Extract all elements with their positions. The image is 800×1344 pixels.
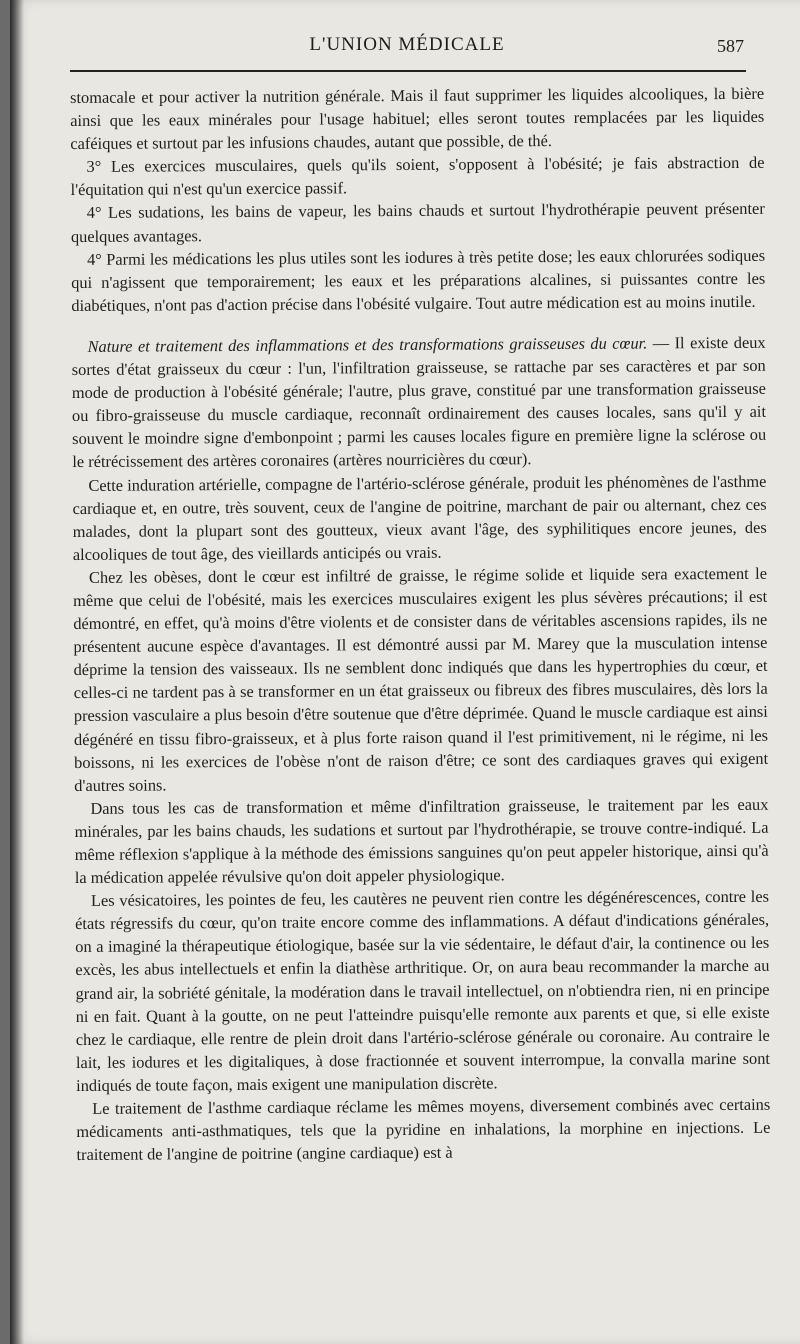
body-text xyxy=(70,82,771,1167)
paragraph: Le traitement de l'asthme cardiaque réclame les mêmes moyens, diversement combinés avec certains médicaments anti-asthmatiques, tels que la pyridine en inhalations, la morphine en injections. Le traitement de l'angine de poitrine (angine cardiaque) est à xyxy=(76,1094,771,1165)
paragraph: 4° Les sudations, les bains de vapeur, les bains chauds et surtout l'hydrothérapie peuvent présenter quelques avantages. xyxy=(70,199,765,246)
page-edge-shadow xyxy=(10,0,24,1344)
section-text: — Il existe deux sortes d'état graisseux du cœur : l'un, l'infiltration graisseuse, se rattache par ses caractères et par son mode de production à l'obésité générale; l'autre, plus grave, constitué par une transformation graisseuse ou fibro-graisseuse du muscle cardiaque, reconnaît ordinairement des causes locales, sans qu'il y ait souvent le moindre signe d'embonpoint ; parmi les causes locales figure en première ligne la sclérose ou le rétrécissement des artères coronaires (artères nourricières du cœur). xyxy=(71,332,767,472)
paragraph: Cette induration artérielle, compagne de l'artério-sclérose générale, produit les phénomènes de l'asthme cardiaque et, en outre, très souvent, ceux de l'angine de poitrine, marchant de pair ou alternant, chez ces malades, dont la plupart sont des goutteux, vieux avant l'âge, des syphilitiques encore jeunes, des alcooliques de tout âge, des vieillards anticipés ou vrais. xyxy=(72,471,767,564)
section-title: Nature et traitement des inflammations et des transformations graisseuses du cœur. xyxy=(87,333,648,356)
paragraph: stomacale et pour activer la nutrition générale. Mais il faut supprimer les liquides alcooliques, la bière ainsi que les eaux minérales pour l'usage habituel; elles seront toutes remplacées par les liquides caféiques et surtout par les infusions chaudes, autant que possible, de thé. xyxy=(70,83,765,154)
paragraph: 3° Les exercices musculaires, quels qu'ils soient, s'opposent à l'obésité; je fais abstraction de l'équitation qui n'est qu'un exercice passif. xyxy=(70,153,765,200)
paragraph: Chez les obèses, dont le cœur est infiltré de graisse, le régime solide et liquide sera exactement le même que celui de l'obésité, mais les exercices musculaires exigent les plus sévères précautions; il est démontré, en effet, qu'à moins d'être violents et de consister dans de véritables ascensions rapides, ils ne présentent aucune espèce d'avantages. Il est démontré aussi par M. Marey que la musculation intense déprime la tension des vaisseaux. Ils ne semblent donc indiqués que dans les hypertrophies du cœur, et celles-ci ne tardent pas à se transformer en un état graisseux ou fibreux des fibres musculaires, dès lors la pression vasculaire a plus besoin d'être soutenue que d'être déprimée. Quand le muscle cardiaque est ainsi dégénéré en tissu fibro-graisseux, et à plus forte raison quand il l'est primitivement, ni le régime, ni les boissons, ni les exercices de l'obèse n'ont de raison d'être; ce sont des cardiaques graves qui exigent d'autres soins. xyxy=(73,563,769,795)
section-paragraph xyxy=(72,331,767,474)
paragraph: Dans tous les cas de transformation et même d'infiltration graisseuse, le traitement par les eaux minérales, par les bains chauds, les sudations et surtout par l'hydrothérapie, se trouve contre-indiqué. La même réflexion s'applique à la méthode des émissions sanguines qu'on peut appeler historique, ainsi qu'à la médication appelée révulsive qu'on doit appeler physiologique. xyxy=(74,794,769,888)
header-rule xyxy=(70,70,746,72)
page-number: 587 xyxy=(717,36,744,56)
running-title: L'UNION MÉDICALE xyxy=(309,34,505,55)
page xyxy=(10,0,800,1344)
paragraph: Les vésicatoires, les pointes de feu, les cautères ne peuvent rien contre les dégénérescences, contre les états régressifs du cœur, qu'on traite encore comme des inflammations. A défaut d'indications générales, on a imaginé la thérapeutique étiologique, basée sur la vie sédentaire, le défaut d'air, la continence ou les excès, les abus intellectuels et enfin la diathèse arthritique. Or, on aura beau recommander la marche au grand air, la sobriété génitale, la modération dans le travail intellectuel, on n'obtiendra rien, ni en principe ni en fait. Quant à la goutte, on ne peut l'atteindre puisqu'elle remonte aux parents et que, si elle existe chez le cardiaque, elle rentre de plein droit dans l'artério-sclérose générale ou coronaire. Au contraire le lait, les iodures et les digitaliques, à dose fractionnée et souvent interrompue, la convalla marine sont indiqués de toute façon, mais exigent une manipulation discrète. xyxy=(75,886,771,1095)
page-header xyxy=(62,34,752,66)
paragraph: 4° Parmi les médications les plus utiles sont les iodures à très petite dose; les eaux chlorurées sodiques qui n'agissent que temporairement; les eaux et les préparations alcalines, si puissantes contre les diabétiques, n'ont pas d'action précise dans l'obésité vulgaire. Tout autre médication est au moins inutile. xyxy=(71,245,766,315)
